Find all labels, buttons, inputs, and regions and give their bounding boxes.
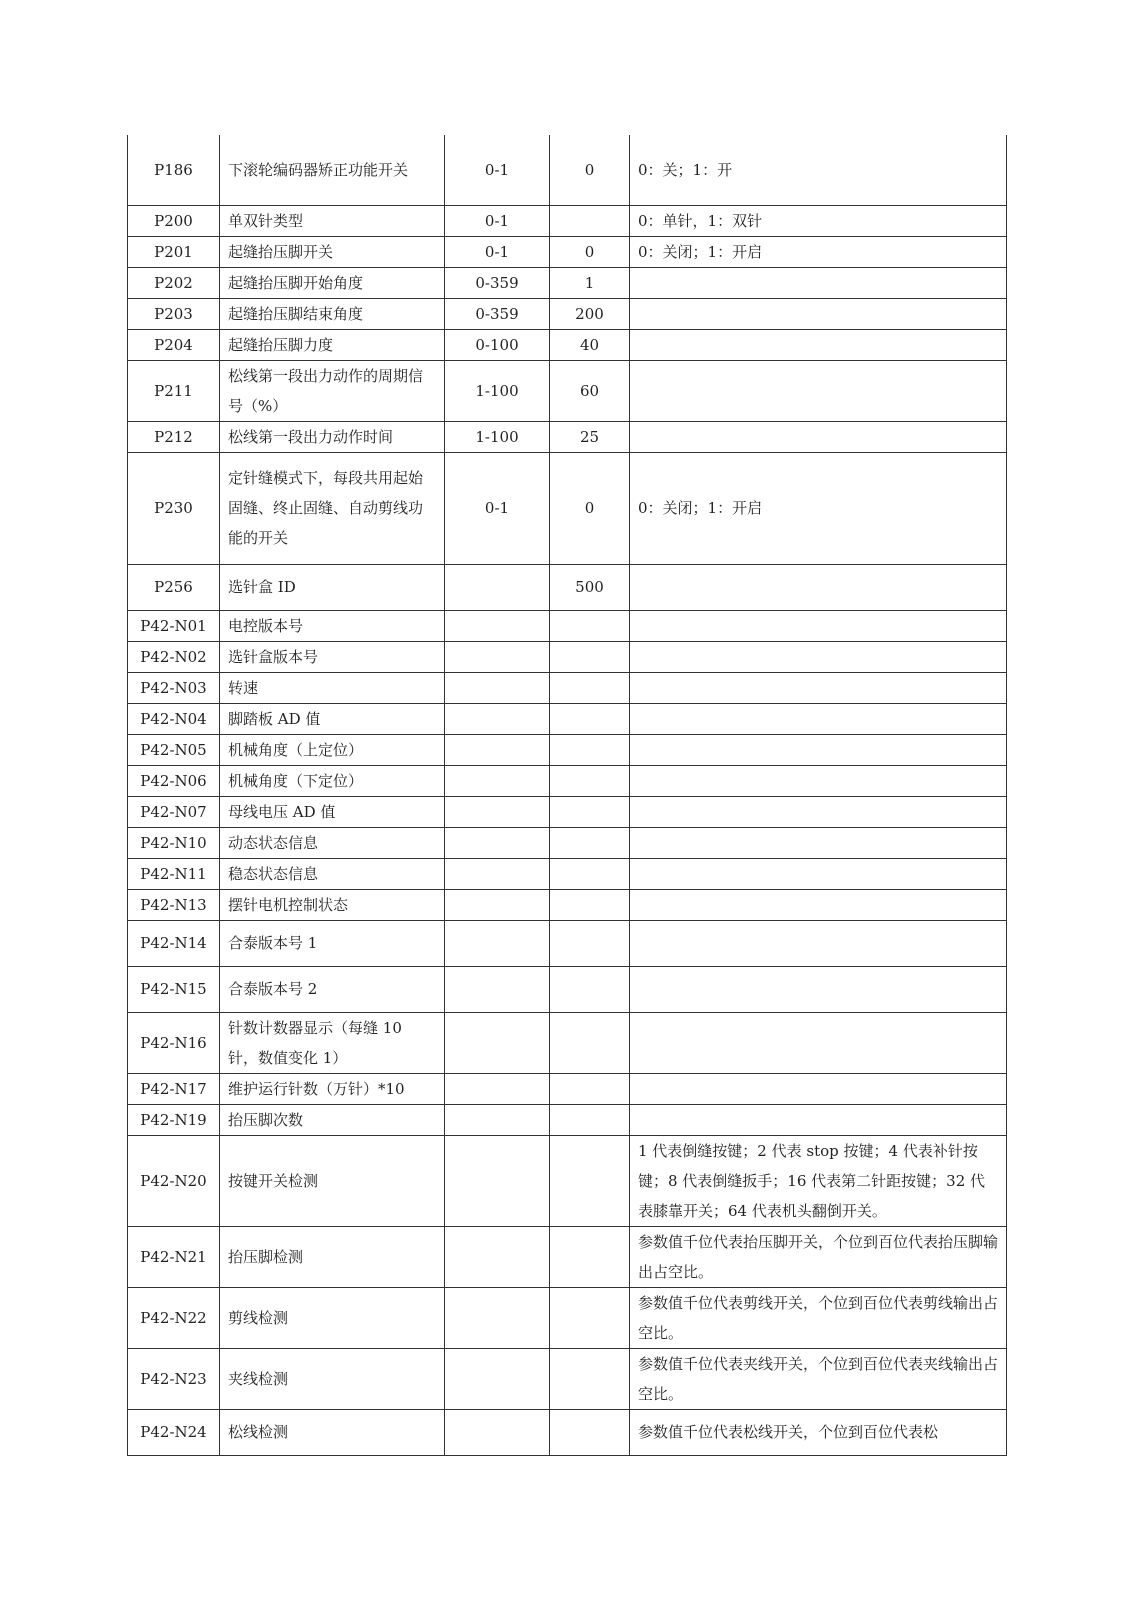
param-name-cell: 摆针电机控制状态 <box>220 889 445 920</box>
param-name-cell: 合泰版本号 1 <box>220 920 445 966</box>
param-range-cell <box>445 1012 550 1073</box>
param-name-cell: 松线检测 <box>220 1409 445 1455</box>
param-description-cell: 参数值千位代表松线开关，个位到百位代表松 <box>630 1409 1007 1455</box>
param-default-cell <box>550 796 630 827</box>
param-range-cell: 0-1 <box>445 236 550 267</box>
param-name-cell: 合泰版本号 2 <box>220 966 445 1012</box>
param-range-cell <box>445 858 550 889</box>
param-description-cell <box>630 796 1007 827</box>
param-description-cell <box>630 920 1007 966</box>
table-row <box>128 672 1007 703</box>
table-row <box>128 267 1007 298</box>
param-default-cell: 0 <box>550 135 630 205</box>
param-code-cell: P42-N05 <box>128 734 220 765</box>
param-description-cell <box>630 267 1007 298</box>
param-name-cell: 下滚轮编码器矫正功能开关 <box>220 135 445 205</box>
param-description-cell: 0：单针，1：双针 <box>630 205 1007 236</box>
param-code-cell: P202 <box>128 267 220 298</box>
param-code-cell: P42-N07 <box>128 796 220 827</box>
param-range-cell: 0-1 <box>445 135 550 205</box>
param-default-cell <box>550 1073 630 1104</box>
table-row <box>128 1073 1007 1104</box>
param-code-cell: P42-N22 <box>128 1287 220 1348</box>
param-name-cell: 针数计数器显示（每缝 10 针，数值变化 1） <box>220 1012 445 1073</box>
param-code-cell: P212 <box>128 421 220 452</box>
param-name-cell: 抬压脚检测 <box>220 1226 445 1287</box>
param-range-cell <box>445 1287 550 1348</box>
param-range-cell <box>445 765 550 796</box>
param-default-cell: 0 <box>550 236 630 267</box>
param-name-cell: 机械角度（上定位） <box>220 734 445 765</box>
param-name-cell: 维护运行针数（万针）*10 <box>220 1073 445 1104</box>
param-description-cell: 参数值千位代表抬压脚开关，个位到百位代表抬压脚输出占空比。 <box>630 1226 1007 1287</box>
param-description-cell <box>630 858 1007 889</box>
table-row <box>128 135 1007 205</box>
param-name-cell: 脚踏板 AD 值 <box>220 703 445 734</box>
param-description-cell <box>630 827 1007 858</box>
param-name-cell: 起缝抬压脚开关 <box>220 236 445 267</box>
param-default-cell <box>550 920 630 966</box>
param-code-cell: P42-N23 <box>128 1348 220 1409</box>
param-name-cell: 抬压脚次数 <box>220 1104 445 1135</box>
param-code-cell: P42-N03 <box>128 672 220 703</box>
param-range-cell <box>445 641 550 672</box>
param-default-cell <box>550 1226 630 1287</box>
param-default-cell <box>550 858 630 889</box>
param-description-cell <box>630 1012 1007 1073</box>
param-description-cell: 0：关闭；1：开启 <box>630 236 1007 267</box>
param-default-cell: 0 <box>550 452 630 564</box>
table-row <box>128 610 1007 641</box>
table-row <box>128 765 1007 796</box>
table-row <box>128 827 1007 858</box>
param-default-cell: 1 <box>550 267 630 298</box>
param-range-cell <box>445 564 550 610</box>
param-code-cell: P256 <box>128 564 220 610</box>
param-code-cell: P42-N04 <box>128 703 220 734</box>
param-description-cell <box>630 734 1007 765</box>
param-code-cell: P42-N24 <box>128 1409 220 1455</box>
param-range-cell <box>445 889 550 920</box>
param-name-cell: 稳态状态信息 <box>220 858 445 889</box>
table-row <box>128 1135 1007 1226</box>
param-default-cell <box>550 827 630 858</box>
param-range-cell <box>445 734 550 765</box>
table-row <box>128 1104 1007 1135</box>
table-row <box>128 236 1007 267</box>
param-name-cell: 选针盒 ID <box>220 564 445 610</box>
table-row <box>128 1226 1007 1287</box>
param-range-cell: 0-1 <box>445 205 550 236</box>
param-code-cell: P42-N15 <box>128 966 220 1012</box>
table-row <box>128 1348 1007 1409</box>
param-description-cell <box>630 421 1007 452</box>
param-default-cell <box>550 205 630 236</box>
table-row <box>128 858 1007 889</box>
param-default-cell <box>550 703 630 734</box>
param-name-cell: 单双针类型 <box>220 205 445 236</box>
table-row <box>128 966 1007 1012</box>
table-row <box>128 889 1007 920</box>
table-row <box>128 734 1007 765</box>
param-description-cell <box>630 360 1007 421</box>
param-code-cell: P200 <box>128 205 220 236</box>
param-default-cell <box>550 966 630 1012</box>
param-code-cell: P42-N06 <box>128 765 220 796</box>
param-name-cell: 电控版本号 <box>220 610 445 641</box>
param-description-cell <box>630 765 1007 796</box>
param-description-cell <box>630 610 1007 641</box>
table-row <box>128 1012 1007 1073</box>
param-description-cell <box>630 298 1007 329</box>
param-range-cell <box>445 1135 550 1226</box>
param-default-cell: 25 <box>550 421 630 452</box>
param-default-cell <box>550 1287 630 1348</box>
param-range-cell <box>445 796 550 827</box>
param-description-cell <box>630 889 1007 920</box>
param-name-cell: 母线电压 AD 值 <box>220 796 445 827</box>
param-default-cell <box>550 672 630 703</box>
table-row <box>128 564 1007 610</box>
param-name-cell: 起缝抬压脚力度 <box>220 329 445 360</box>
table-row <box>128 1287 1007 1348</box>
param-description-cell <box>630 1073 1007 1104</box>
param-range-cell <box>445 920 550 966</box>
param-name-cell: 动态状态信息 <box>220 827 445 858</box>
param-range-cell <box>445 1104 550 1135</box>
table-row <box>128 205 1007 236</box>
param-name-cell: 松线第一段出力动作的周期信号（%） <box>220 360 445 421</box>
param-name-cell: 机械角度（下定位） <box>220 765 445 796</box>
param-default-cell: 40 <box>550 329 630 360</box>
param-default-cell <box>550 889 630 920</box>
param-code-cell: P42-N10 <box>128 827 220 858</box>
param-name-cell: 剪线检测 <box>220 1287 445 1348</box>
param-range-cell <box>445 703 550 734</box>
table-row <box>128 421 1007 452</box>
table-row <box>128 703 1007 734</box>
param-name-cell: 转速 <box>220 672 445 703</box>
param-default-cell <box>550 734 630 765</box>
param-range-cell <box>445 1226 550 1287</box>
param-name-cell: 松线第一段出力动作时间 <box>220 421 445 452</box>
param-default-cell <box>550 1012 630 1073</box>
table-row <box>128 329 1007 360</box>
table-row <box>128 298 1007 329</box>
param-name-cell: 起缝抬压脚结束角度 <box>220 298 445 329</box>
param-code-cell: P42-N13 <box>128 889 220 920</box>
parameter-table <box>127 135 1007 1456</box>
param-default-cell <box>550 610 630 641</box>
param-code-cell: P42-N14 <box>128 920 220 966</box>
table-row <box>128 1409 1007 1455</box>
param-code-cell: P204 <box>128 329 220 360</box>
param-description-cell: 0：关；1：开 <box>630 135 1007 205</box>
param-code-cell: P203 <box>128 298 220 329</box>
param-description-cell <box>630 1104 1007 1135</box>
param-description-cell <box>630 672 1007 703</box>
param-code-cell: P230 <box>128 452 220 564</box>
param-range-cell: 1-100 <box>445 360 550 421</box>
param-description-cell <box>630 703 1007 734</box>
param-code-cell: P42-N17 <box>128 1073 220 1104</box>
param-default-cell: 500 <box>550 564 630 610</box>
param-range-cell <box>445 1409 550 1455</box>
param-default-cell <box>550 1135 630 1226</box>
param-range-cell <box>445 610 550 641</box>
param-description-cell: 0：关闭；1：开启 <box>630 452 1007 564</box>
param-code-cell: P201 <box>128 236 220 267</box>
param-description-cell <box>630 329 1007 360</box>
param-default-cell <box>550 641 630 672</box>
param-default-cell <box>550 765 630 796</box>
param-range-cell: 0-359 <box>445 267 550 298</box>
param-range-cell <box>445 1348 550 1409</box>
param-description-cell <box>630 966 1007 1012</box>
param-name-cell: 起缝抬压脚开始角度 <box>220 267 445 298</box>
param-range-cell: 0-359 <box>445 298 550 329</box>
param-code-cell: P211 <box>128 360 220 421</box>
param-default-cell <box>550 1409 630 1455</box>
param-name-cell: 选针盒版本号 <box>220 641 445 672</box>
table-row <box>128 452 1007 564</box>
param-code-cell: P42-N02 <box>128 641 220 672</box>
table-row <box>128 796 1007 827</box>
param-range-cell <box>445 672 550 703</box>
param-default-cell: 60 <box>550 360 630 421</box>
param-range-cell <box>445 827 550 858</box>
param-code-cell: P42-N21 <box>128 1226 220 1287</box>
param-code-cell: P186 <box>128 135 220 205</box>
param-code-cell: P42-N20 <box>128 1135 220 1226</box>
parameter-table-body <box>128 135 1007 1455</box>
param-default-cell <box>550 1104 630 1135</box>
param-description-cell: 参数值千位代表夹线开关，个位到百位代表夹线输出占空比。 <box>630 1348 1007 1409</box>
param-description-cell <box>630 641 1007 672</box>
table-row <box>128 360 1007 421</box>
param-description-cell: 1 代表倒缝按键；2 代表 stop 按键；4 代表补针按键；8 代表倒缝扳手；16 代表第二针距按键；32 代表膝靠开关；64 代表机头翻倒开关。 <box>630 1135 1007 1226</box>
param-default-cell <box>550 1348 630 1409</box>
param-name-cell: 夹线检测 <box>220 1348 445 1409</box>
param-code-cell: P42-N16 <box>128 1012 220 1073</box>
param-range-cell <box>445 1073 550 1104</box>
param-name-cell: 按键开关检测 <box>220 1135 445 1226</box>
table-row <box>128 641 1007 672</box>
param-default-cell: 200 <box>550 298 630 329</box>
param-range-cell: 0-1 <box>445 452 550 564</box>
param-range-cell <box>445 966 550 1012</box>
table-row <box>128 920 1007 966</box>
param-range-cell: 0-100 <box>445 329 550 360</box>
param-code-cell: P42-N19 <box>128 1104 220 1135</box>
param-code-cell: P42-N01 <box>128 610 220 641</box>
param-range-cell: 1-100 <box>445 421 550 452</box>
param-code-cell: P42-N11 <box>128 858 220 889</box>
param-description-cell: 参数值千位代表剪线开关，个位到百位代表剪线输出占空比。 <box>630 1287 1007 1348</box>
param-name-cell: 定针缝模式下，每段共用起始固缝、终止固缝、自动剪线功能的开关 <box>220 452 445 564</box>
param-description-cell <box>630 564 1007 610</box>
